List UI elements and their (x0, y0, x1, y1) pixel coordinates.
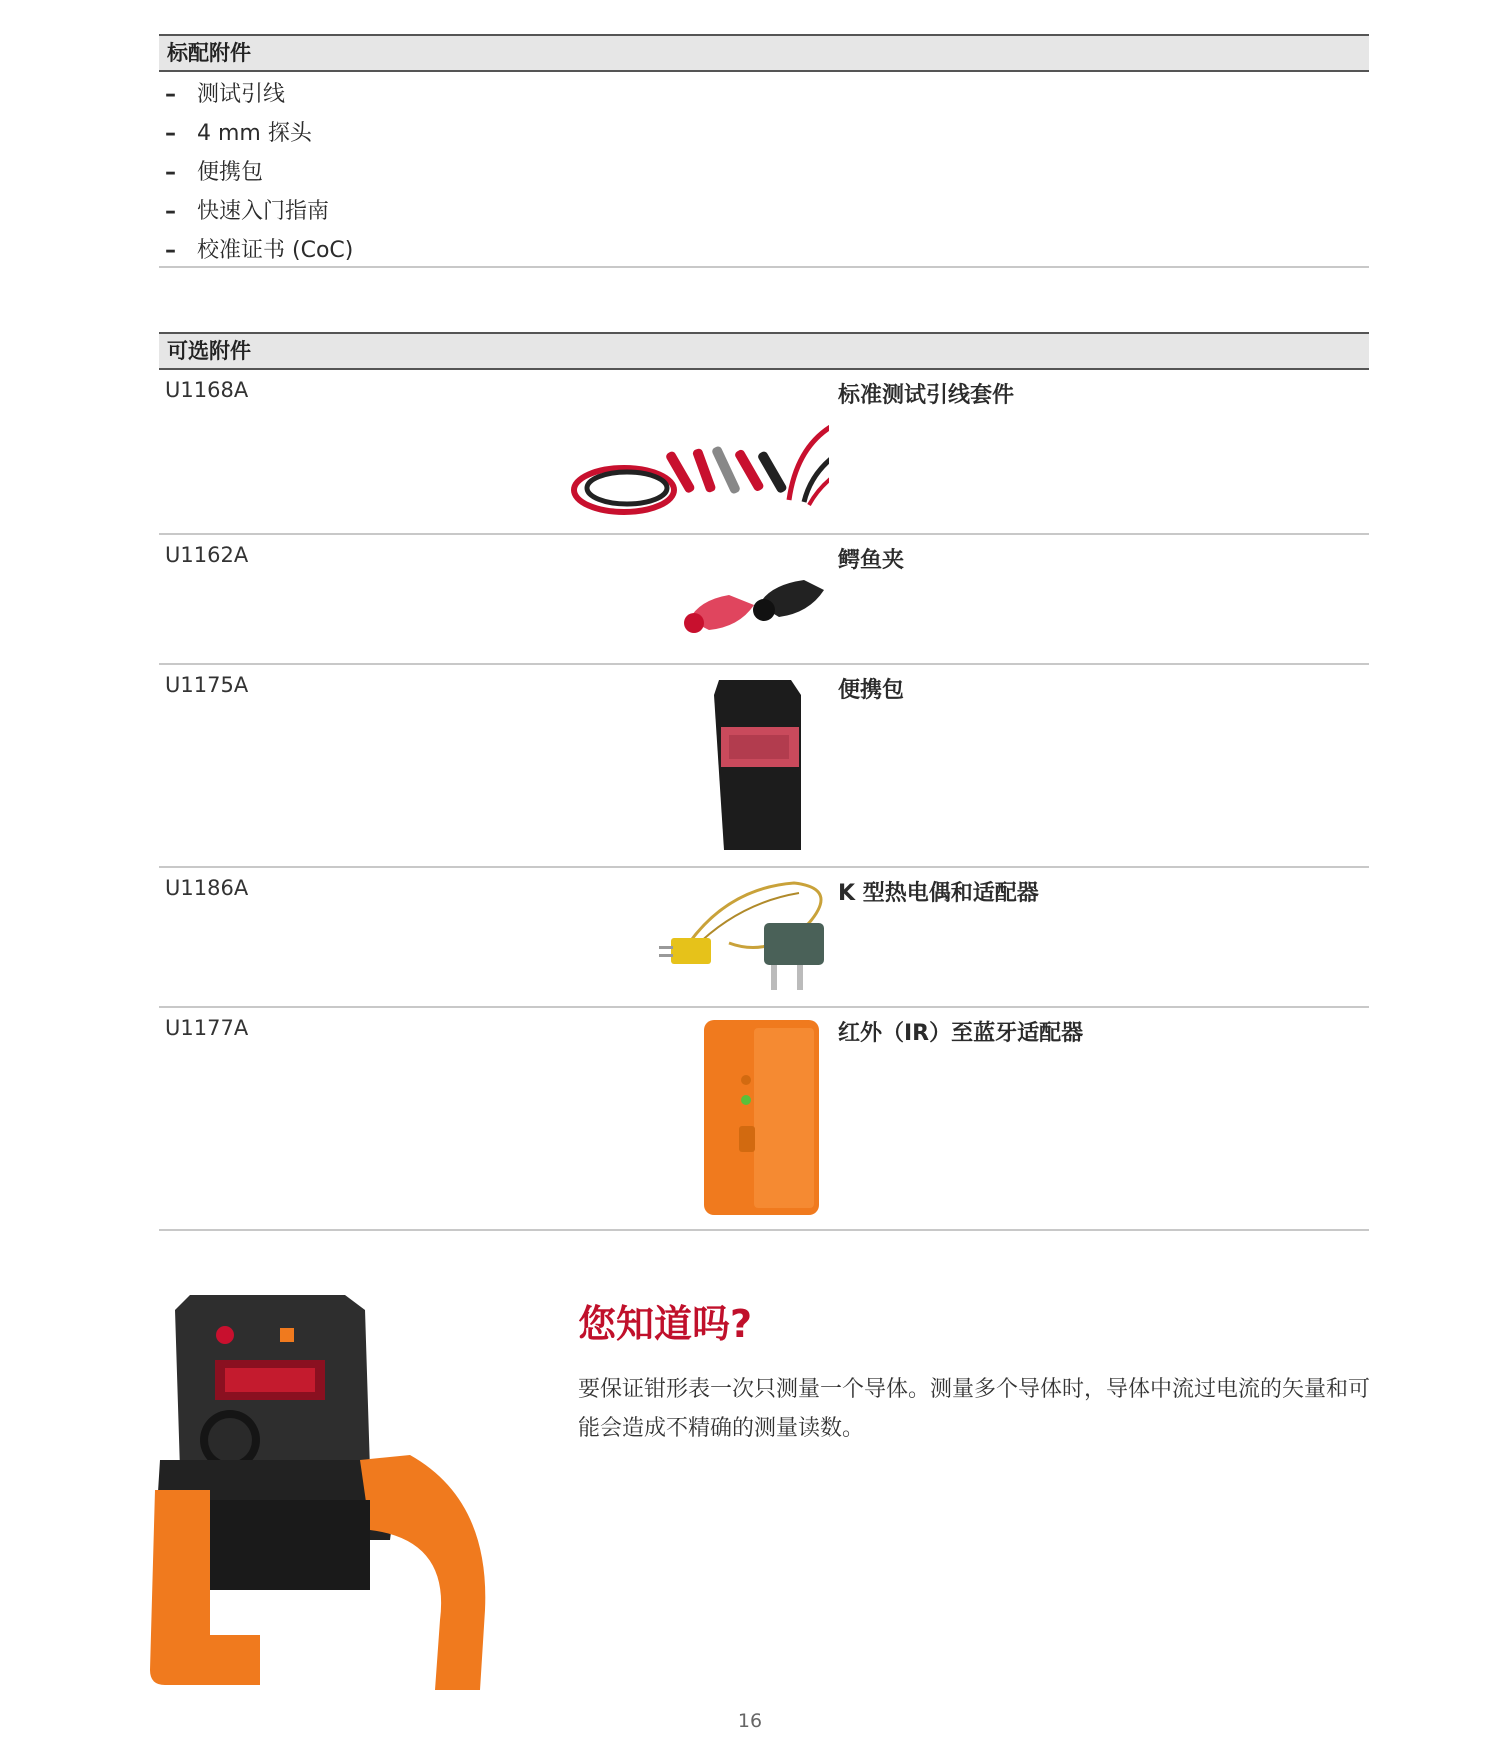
table-row (159, 370, 1369, 535)
table-row (159, 868, 1369, 1008)
accessory-description: K 型热电偶和适配器 (838, 881, 1039, 906)
list-item-label: 便携包 (197, 160, 264, 185)
test-leads-kit-icon (409, 370, 829, 530)
ir-bluetooth-adapter-icon (409, 1008, 829, 1228)
list-item: – 快速入门指南 (165, 192, 1365, 231)
accessory-description: 标准测试引线套件 (838, 383, 1015, 408)
did-you-know-text: 要保证钳形表一次只测量一个导体。测量多个导体时，导体中流过电流的矢量和可能会造成不精确的测量读数。 (578, 1377, 1371, 1441)
divider (159, 266, 1369, 268)
did-you-know-title: 您知道吗? (578, 1302, 753, 1346)
part-number: U1186A (165, 876, 249, 900)
accessory-description: 红外（IR）至蓝牙适配器 (838, 1021, 1084, 1046)
thermocouple-adapter-icon (409, 868, 829, 1003)
alligator-clips-icon (409, 535, 829, 660)
accessory-description: 鳄鱼夹 (838, 548, 905, 573)
list-item: – 测试引线 (165, 75, 1365, 114)
clamp-meter-icon (150, 1290, 550, 1704)
accessory-description: 便携包 (838, 678, 905, 703)
list-item-label: 4 mm 探头 (197, 121, 312, 146)
page-number: 16 (737, 1710, 763, 1732)
part-number: U1177A (165, 1016, 249, 1040)
optional-accessories-header: 可选附件 (159, 332, 1369, 370)
table-row (159, 535, 1369, 665)
part-number: U1168A (165, 378, 249, 402)
carrying-case-icon (409, 665, 829, 865)
list-item: – 便携包 (165, 153, 1365, 192)
part-number: U1162A (165, 543, 249, 567)
list-item-label: 测试引线 (197, 82, 286, 107)
list-item-label: 快速入门指南 (197, 199, 330, 224)
list-item-label: 校准证书 (CoC) (197, 238, 354, 263)
table-row (159, 665, 1369, 868)
list-item: – 校准证书 (CoC) (165, 231, 1365, 270)
standard-accessories-list (165, 75, 1365, 270)
list-item: – 4 mm 探头 (165, 114, 1365, 153)
table-row (159, 1008, 1369, 1231)
standard-accessories-header: 标配附件 (159, 34, 1369, 72)
part-number: U1175A (165, 673, 249, 697)
